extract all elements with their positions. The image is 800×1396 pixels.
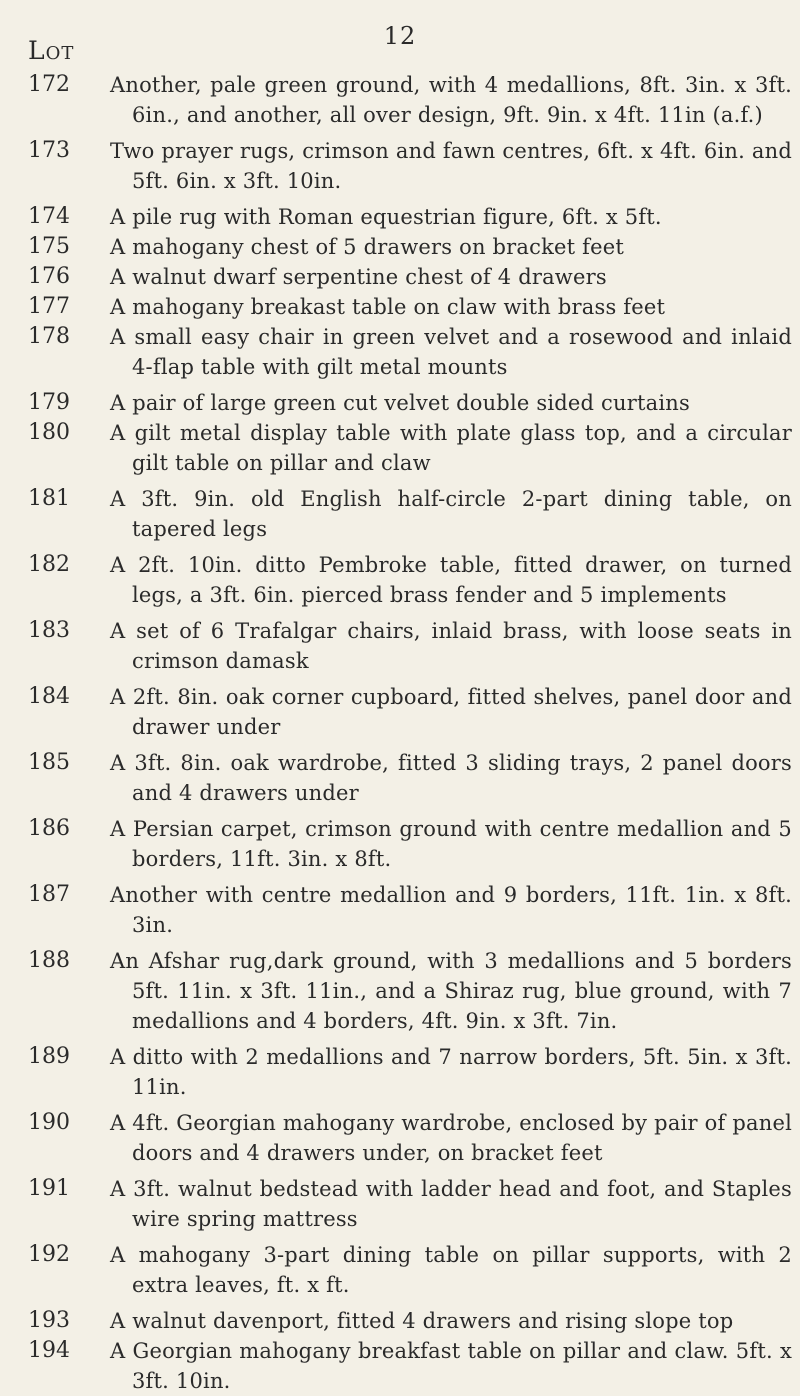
lot-entry (0, 880, 800, 940)
lot-number: 191 (28, 1176, 70, 1201)
lot-entry (0, 136, 800, 196)
lot-number: 179 (28, 390, 70, 415)
lot-entry (0, 748, 800, 808)
lot-number: 185 (28, 750, 70, 775)
lot-description: A walnut dwarf serpentine chest of 4 drawers (110, 265, 607, 289)
lot-entry (0, 232, 800, 262)
lot-number: 175 (28, 234, 70, 259)
lot-description: A 2ft. 8in. oak corner cupboard, fitted shelves, panel door and drawer under (110, 685, 792, 739)
lot-entry (0, 946, 800, 1036)
lot-number: 186 (28, 816, 70, 841)
lot-entry (0, 814, 800, 874)
lot-number: 192 (28, 1242, 70, 1267)
lot-number: 173 (28, 138, 70, 163)
lot-description: A 3ft. 9in. old English half-circle 2-part dining table, on tapered legs (110, 487, 792, 541)
lot-description: A 4ft. Georgian mahogany wardrobe, enclosed by pair of panel doors and 4 drawers under, on bracket feet (110, 1111, 792, 1165)
lot-number: 176 (28, 264, 70, 289)
lot-description: Two prayer rugs, crimson and fawn centres, 6ft. x 4ft. 6in. and 5ft. 6in. x 3ft. 10in. (110, 139, 792, 193)
lot-number: 180 (28, 420, 70, 445)
lot-entry (0, 70, 800, 130)
lot-description: A walnut davenport, fitted 4 drawers and rising slope top (110, 1309, 734, 1333)
lot-description: Another with centre medallion and 9 borders, 11ft. 1in. x 8ft. 3in. (110, 883, 792, 937)
lot-number: 172 (28, 72, 70, 97)
lot-entry (0, 1174, 800, 1234)
page-number: 12 (383, 22, 417, 50)
lot-number: 184 (28, 684, 70, 709)
lot-entry (0, 484, 800, 544)
lot-number: 183 (28, 618, 70, 643)
lot-entry (0, 292, 800, 322)
lot-number: 188 (28, 948, 70, 973)
lot-description: A pile rug with Roman equestrian figure, 6ft. x 5ft. (110, 205, 662, 229)
lot-entry (0, 1306, 800, 1336)
lot-description: A ditto with 2 medallions and 7 narrow borders, 5ft. 5in. x 3ft. 11in. (110, 1045, 792, 1099)
lot-description: A set of 6 Trafalgar chairs, inlaid brass, with loose seats in crimson damask (110, 619, 792, 673)
lot-number: 182 (28, 552, 70, 577)
lot-description: Another, pale green ground, with 4 medallions, 8ft. 3in. x 3ft. 6in., and another, all over design, 9ft. 9in. x 4ft. 11in (a.f.) (110, 73, 792, 127)
lot-number: 174 (28, 204, 70, 229)
lot-list (0, 70, 800, 1396)
lot-description: A Georgian mahogany breakfast table on pillar and claw. 5ft. x 3ft. 10in. (110, 1339, 792, 1393)
lot-number: 189 (28, 1044, 70, 1069)
lot-number: 194 (28, 1338, 70, 1363)
lot-description: A gilt metal display table with plate glass top, and a circular gilt table on pillar and claw (110, 421, 792, 475)
lot-description: A 3ft. 8in. oak wardrobe, fitted 3 sliding trays, 2 panel doors and 4 drawers under (110, 751, 792, 805)
lot-entry (0, 1336, 800, 1396)
lot-description: A mahogany chest of 5 drawers on bracket feet (110, 235, 625, 259)
lot-number: 178 (28, 324, 70, 349)
lot-description: A 2ft. 10in. ditto Pembroke table, fitted drawer, on turned legs, a 3ft. 6in. pierced brass fender and 5 implements (110, 553, 792, 607)
lot-entry (0, 682, 800, 742)
lot-number: 187 (28, 882, 70, 907)
lot-entry (0, 202, 800, 232)
lot-entry (0, 1240, 800, 1300)
lot-description: A mahogany 3-part dining table on pillar supports, with 2 extra leaves, ft. x ft. (110, 1243, 792, 1297)
lot-description: A Persian carpet, crimson ground with centre medallion and 5 borders, 11ft. 3in. x 8ft. (110, 817, 792, 871)
lot-entry (0, 1108, 800, 1168)
lot-entry (0, 388, 800, 418)
lot-entry (0, 418, 800, 478)
lot-entry (0, 550, 800, 610)
lot-number: 181 (28, 486, 70, 511)
lot-entry (0, 322, 800, 382)
lot-entry (0, 616, 800, 676)
lot-number: 190 (28, 1110, 70, 1135)
lot-column-header: Lot (28, 36, 75, 65)
lot-description: An Afshar rug,dark ground, with 3 medallions and 5 borders 5ft. 11in. x 3ft. 11in., and a Shiraz rug, blue ground, with 7 medallions and 4 borders, 4ft. 9in. x 3ft. 7in. (110, 949, 792, 1033)
lot-number: 177 (28, 294, 70, 319)
lot-number: 193 (28, 1308, 70, 1333)
lot-entry (0, 1042, 800, 1102)
lot-entry (0, 262, 800, 292)
lot-description: A pair of large green cut velvet double sided curtains (110, 391, 690, 415)
lot-description: A 3ft. walnut bedstead with ladder head and foot, and Staples wire spring mattress (110, 1177, 792, 1231)
lot-description: A small easy chair in green velvet and a rosewood and inlaid 4-flap table with gilt metal mounts (110, 325, 792, 379)
lot-description: A mahogany breakast table on claw with brass feet (110, 295, 666, 319)
